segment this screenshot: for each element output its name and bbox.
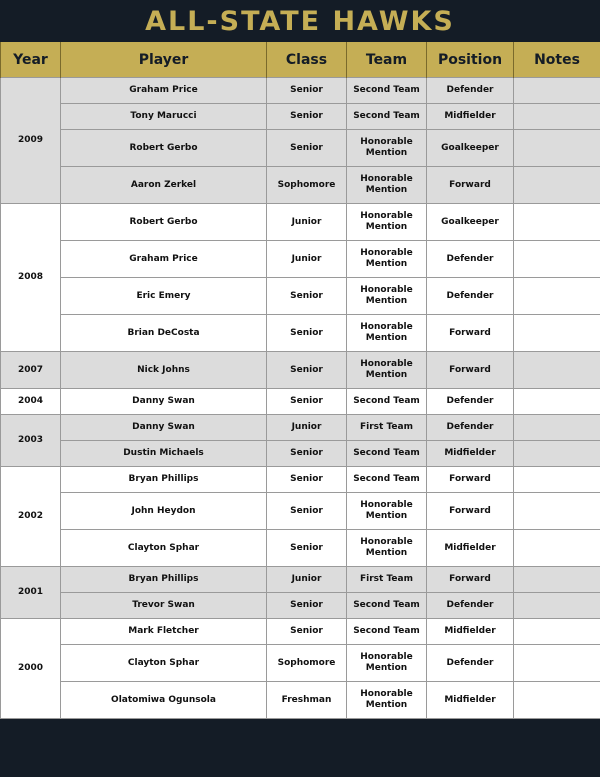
table-row — [1, 278, 600, 315]
position-cell: Forward — [427, 167, 514, 204]
team-cell: Honorable Mention — [347, 204, 427, 241]
notes-cell[interactable] — [514, 204, 600, 241]
team-cell: Honorable Mention — [347, 130, 427, 167]
table-row — [1, 104, 600, 130]
notes-cell[interactable] — [514, 441, 600, 467]
class-cell: Junior — [267, 567, 347, 593]
player-cell: Aaron Zerkel — [61, 167, 267, 204]
class-cell: Junior — [267, 241, 347, 278]
header-player: Player — [61, 42, 267, 78]
team-cell: Second Team — [347, 467, 427, 493]
player-cell: Clayton Sphar — [61, 645, 267, 682]
header-year: Year — [1, 42, 61, 78]
player-cell: Robert Gerbo — [61, 130, 267, 167]
position-cell: Midfielder — [427, 104, 514, 130]
notes-cell[interactable] — [514, 389, 600, 415]
notes-cell[interactable] — [514, 530, 600, 567]
notes-cell[interactable] — [514, 467, 600, 493]
class-cell: Junior — [267, 204, 347, 241]
class-cell: Senior — [267, 619, 347, 645]
table-row — [1, 645, 600, 682]
player-cell: Trevor Swan — [61, 593, 267, 619]
position-cell: Defender — [427, 593, 514, 619]
notes-cell[interactable] — [514, 78, 600, 104]
header-row — [1, 42, 600, 78]
year-cell: 2000 — [1, 619, 61, 719]
player-cell: Dustin Michaels — [61, 441, 267, 467]
notes-cell[interactable] — [514, 567, 600, 593]
table-row — [1, 467, 600, 493]
header-position: Position — [427, 42, 514, 78]
class-cell: Senior — [267, 389, 347, 415]
class-cell: Senior — [267, 315, 347, 352]
position-cell: Midfielder — [427, 530, 514, 567]
header-class: Class — [267, 42, 347, 78]
position-cell: Midfielder — [427, 682, 514, 719]
position-cell: Forward — [427, 467, 514, 493]
notes-cell[interactable] — [514, 241, 600, 278]
notes-cell[interactable] — [514, 682, 600, 719]
position-cell: Defender — [427, 415, 514, 441]
class-cell: Sophomore — [267, 167, 347, 204]
team-cell: Second Team — [347, 389, 427, 415]
position-cell: Goalkeeper — [427, 130, 514, 167]
class-cell: Senior — [267, 441, 347, 467]
notes-cell[interactable] — [514, 493, 600, 530]
player-cell: Olatomiwa Ogunsola — [61, 682, 267, 719]
position-cell: Defender — [427, 278, 514, 315]
team-cell: Honorable Mention — [347, 278, 427, 315]
header-notes: Notes — [514, 42, 600, 78]
team-cell: Honorable Mention — [347, 530, 427, 567]
table-row — [1, 78, 600, 104]
table-row — [1, 682, 600, 719]
table-row — [1, 315, 600, 352]
position-cell: Midfielder — [427, 619, 514, 645]
position-cell: Defender — [427, 241, 514, 278]
notes-cell[interactable] — [514, 352, 600, 389]
table-row — [1, 441, 600, 467]
year-cell: 2002 — [1, 467, 61, 567]
player-cell: Nick Johns — [61, 352, 267, 389]
notes-cell[interactable] — [514, 167, 600, 204]
team-cell: Honorable Mention — [347, 645, 427, 682]
position-cell: Defender — [427, 389, 514, 415]
team-cell: Second Team — [347, 619, 427, 645]
table-row — [1, 567, 600, 593]
team-cell: Honorable Mention — [347, 167, 427, 204]
notes-cell[interactable] — [514, 415, 600, 441]
position-cell: Defender — [427, 78, 514, 104]
class-cell: Sophomore — [267, 645, 347, 682]
year-cell: 2009 — [1, 78, 61, 204]
class-cell: Senior — [267, 493, 347, 530]
player-cell: Danny Swan — [61, 389, 267, 415]
player-cell: John Heydon — [61, 493, 267, 530]
class-cell: Senior — [267, 530, 347, 567]
class-cell: Freshman — [267, 682, 347, 719]
team-cell: Second Team — [347, 441, 427, 467]
table-row — [1, 167, 600, 204]
year-cell: 2004 — [1, 389, 61, 415]
team-cell: Second Team — [347, 593, 427, 619]
position-cell: Midfielder — [427, 441, 514, 467]
year-cell: 2001 — [1, 567, 61, 619]
notes-cell[interactable] — [514, 130, 600, 167]
player-cell: Graham Price — [61, 78, 267, 104]
class-cell: Junior — [267, 415, 347, 441]
year-cell: 2008 — [1, 204, 61, 352]
class-cell: Senior — [267, 593, 347, 619]
table-row — [1, 204, 600, 241]
team-cell: Second Team — [347, 104, 427, 130]
team-cell: Honorable Mention — [347, 352, 427, 389]
table-row — [1, 241, 600, 278]
player-cell: Robert Gerbo — [61, 204, 267, 241]
year-cell: 2003 — [1, 415, 61, 467]
class-cell: Senior — [267, 467, 347, 493]
player-cell: Tony Marucci — [61, 104, 267, 130]
team-cell: Honorable Mention — [347, 315, 427, 352]
player-cell: Bryan Phillips — [61, 467, 267, 493]
team-cell: First Team — [347, 415, 427, 441]
class-cell: Senior — [267, 130, 347, 167]
footer-bar — [0, 728, 600, 777]
notes-cell[interactable] — [514, 278, 600, 315]
team-cell: Honorable Mention — [347, 682, 427, 719]
team-cell: Second Team — [347, 78, 427, 104]
class-cell: Senior — [267, 78, 347, 104]
class-cell: Senior — [267, 352, 347, 389]
position-cell: Defender — [427, 645, 514, 682]
player-cell: Eric Emery — [61, 278, 267, 315]
page-title: ALL-STATE HAWKS — [145, 5, 455, 37]
header-team: Team — [347, 42, 427, 78]
notes-cell[interactable] — [514, 104, 600, 130]
table-row — [1, 530, 600, 567]
class-cell: Senior — [267, 278, 347, 315]
year-cell: 2007 — [1, 352, 61, 389]
table-row — [1, 593, 600, 619]
team-cell: First Team — [347, 567, 427, 593]
player-cell: Graham Price — [61, 241, 267, 278]
position-cell: Forward — [427, 493, 514, 530]
class-cell: Senior — [267, 104, 347, 130]
position-cell: Goalkeeper — [427, 204, 514, 241]
table-row — [1, 389, 600, 415]
team-cell: Honorable Mention — [347, 493, 427, 530]
table-row — [1, 493, 600, 530]
player-cell: Mark Fletcher — [61, 619, 267, 645]
table-row — [1, 415, 600, 441]
table-row — [1, 130, 600, 167]
position-cell: Forward — [427, 315, 514, 352]
notes-cell[interactable] — [514, 645, 600, 682]
notes-cell[interactable] — [514, 315, 600, 352]
player-cell: Danny Swan — [61, 415, 267, 441]
player-cell: Bryan Phillips — [61, 567, 267, 593]
player-cell: Clayton Sphar — [61, 530, 267, 567]
notes-cell[interactable] — [514, 619, 600, 645]
player-cell: Brian DeCosta — [61, 315, 267, 352]
team-cell: Honorable Mention — [347, 241, 427, 278]
table-row — [1, 352, 600, 389]
position-cell: Forward — [427, 567, 514, 593]
roster-table — [0, 42, 600, 719]
position-cell: Forward — [427, 352, 514, 389]
notes-cell[interactable] — [514, 593, 600, 619]
table-row — [1, 619, 600, 645]
